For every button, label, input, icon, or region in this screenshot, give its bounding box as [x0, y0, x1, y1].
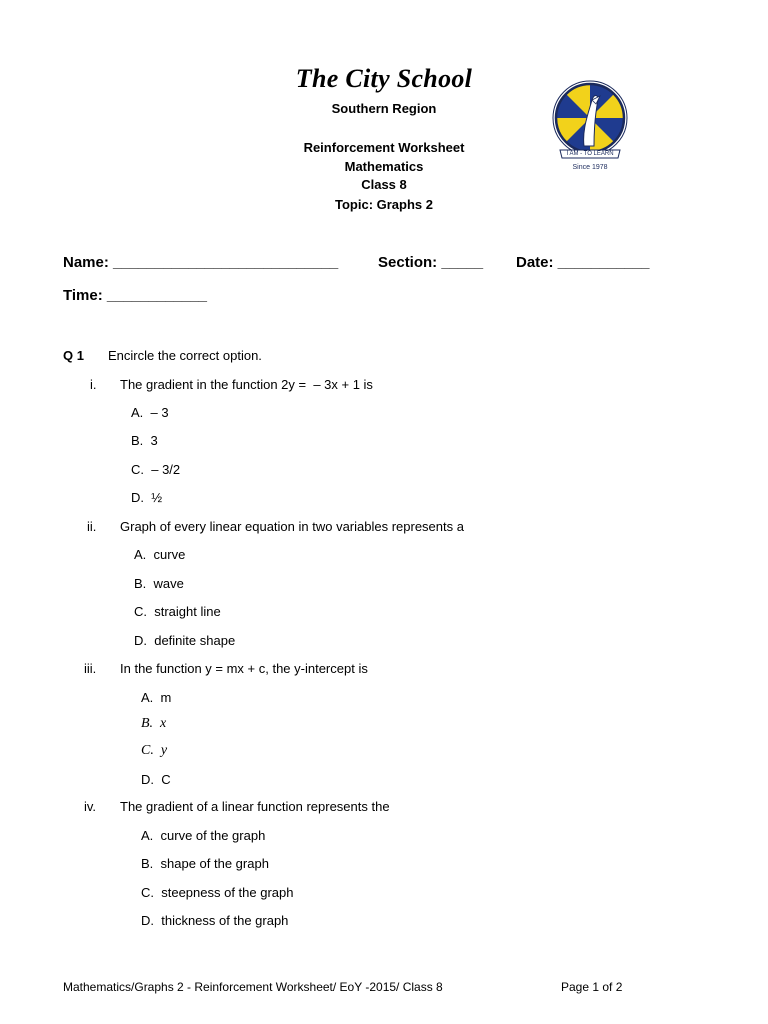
item-numeral: iv.: [84, 799, 97, 814]
page-number: Page 1 of 2: [561, 980, 623, 994]
option: B. x: [141, 716, 167, 731]
option: C. – 3/2: [131, 462, 181, 477]
school-region: Southern Region: [331, 101, 437, 116]
subject-title: Mathematics: [344, 159, 424, 174]
option: B. 3: [131, 433, 158, 448]
question-instruction: Encircle the correct option.: [108, 348, 262, 363]
item-numeral: i.: [90, 377, 97, 392]
school-logo: [548, 80, 632, 176]
school-name: The City School: [295, 64, 473, 93]
option: C. y: [141, 743, 168, 758]
footer-left: Mathematics/Graphs 2 - Reinforcement Worksheet/ EoY -2015/ Class 8: [63, 980, 443, 994]
option: A. m: [141, 690, 172, 705]
option: D. thickness of the graph: [141, 913, 289, 928]
option: B. shape of the graph: [141, 856, 269, 871]
option: B. wave: [134, 576, 184, 591]
option: A. curve: [134, 547, 186, 562]
option: D. C: [141, 772, 171, 787]
topic-title: Topic: Graphs 2: [335, 197, 433, 212]
logo-banner-text: I AM - TO LEARN: [566, 151, 614, 157]
item-text: In the function y = mx + c, the y-intercept is: [120, 661, 368, 676]
time-field: Time: ____________: [63, 287, 208, 304]
option: D. ½: [131, 490, 163, 505]
option: D. definite shape: [134, 633, 236, 648]
item-text: Graph of every linear equation in two variables represents a: [120, 519, 464, 534]
section-field: Section: _____: [378, 254, 484, 271]
worksheet-title: Reinforcement Worksheet: [303, 140, 465, 155]
option: A. curve of the graph: [141, 828, 266, 843]
item-text: The gradient of a linear function represents the: [120, 799, 390, 814]
option: C. steepness of the graph: [141, 885, 294, 900]
date-field: Date: ___________: [516, 254, 650, 271]
question-number: Q 1: [63, 348, 84, 363]
item-text: The gradient in the function 2y = – 3x + 1 is: [120, 377, 373, 392]
item-numeral: iii.: [84, 661, 97, 676]
logo-since-text: Since 1978: [572, 164, 608, 171]
option: C. straight line: [134, 604, 221, 619]
name-field: Name: ___________________________: [63, 254, 339, 271]
item-numeral: ii.: [87, 519, 97, 534]
class-title: Class 8: [361, 177, 407, 192]
option: A. – 3: [131, 405, 169, 420]
